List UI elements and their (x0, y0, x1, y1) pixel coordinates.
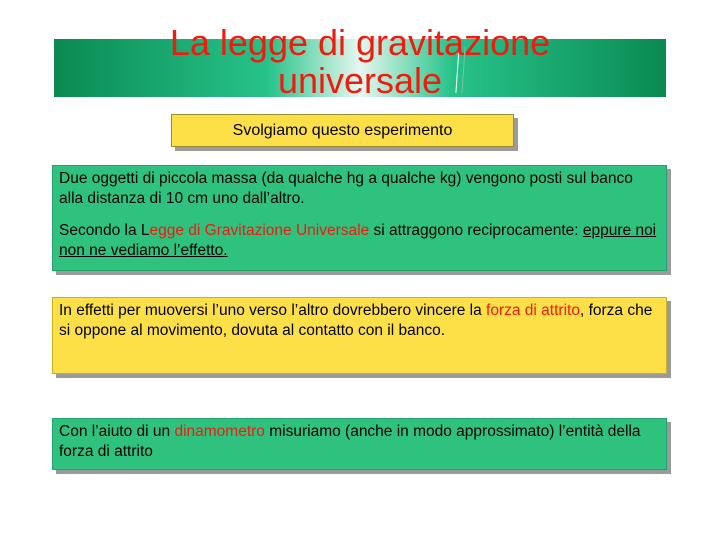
gravitation-text-post: si attraggono reciprocamente: (369, 222, 583, 239)
dynamometer-highlight: dinamometro (174, 423, 265, 440)
dynamometer-paragraph (59, 422, 660, 462)
law-highlight: egge di Gravitazione Universale (149, 222, 370, 239)
title-line-1: La legge di gravitazione (169, 22, 551, 63)
experiment-paragraph: Due oggetti di piccola massa (da qualche hg a qualche kg) vengono posti sul banco alla distanza di 10 cm uno dall’altro. (59, 170, 633, 207)
gravitation-text-pre: Secondo la L (59, 222, 150, 239)
title-line-2: universale (277, 60, 443, 101)
friction-explanation-box (52, 297, 667, 374)
friction-highlight: forza di attrito (486, 302, 580, 319)
subtitle-text: Svolgiamo questo esperimento (232, 121, 453, 139)
friction-paragraph (59, 301, 660, 341)
gravitation-paragraph (59, 221, 660, 261)
dynamometer-text-post: misuriamo (anche in modo approssimato) l’entità della forza di attrito (59, 423, 641, 460)
dynamometer-box (52, 418, 667, 470)
no-effect-underlined: eppure noi non ne vediamo l’effetto. (59, 222, 657, 259)
friction-text-pre: In effetti per muoversi l’uno verso l’altro dovrebbero vincere la (59, 302, 487, 319)
dynamometer-text-pre: Con l’aiuto di un (59, 423, 175, 440)
experiment-description-box (52, 165, 667, 271)
subtitle-box (171, 114, 514, 147)
slide-title (54, 24, 666, 100)
friction-text-post: , forza che si oppone al movimento, dovuta al contatto con il banco. (59, 302, 653, 339)
